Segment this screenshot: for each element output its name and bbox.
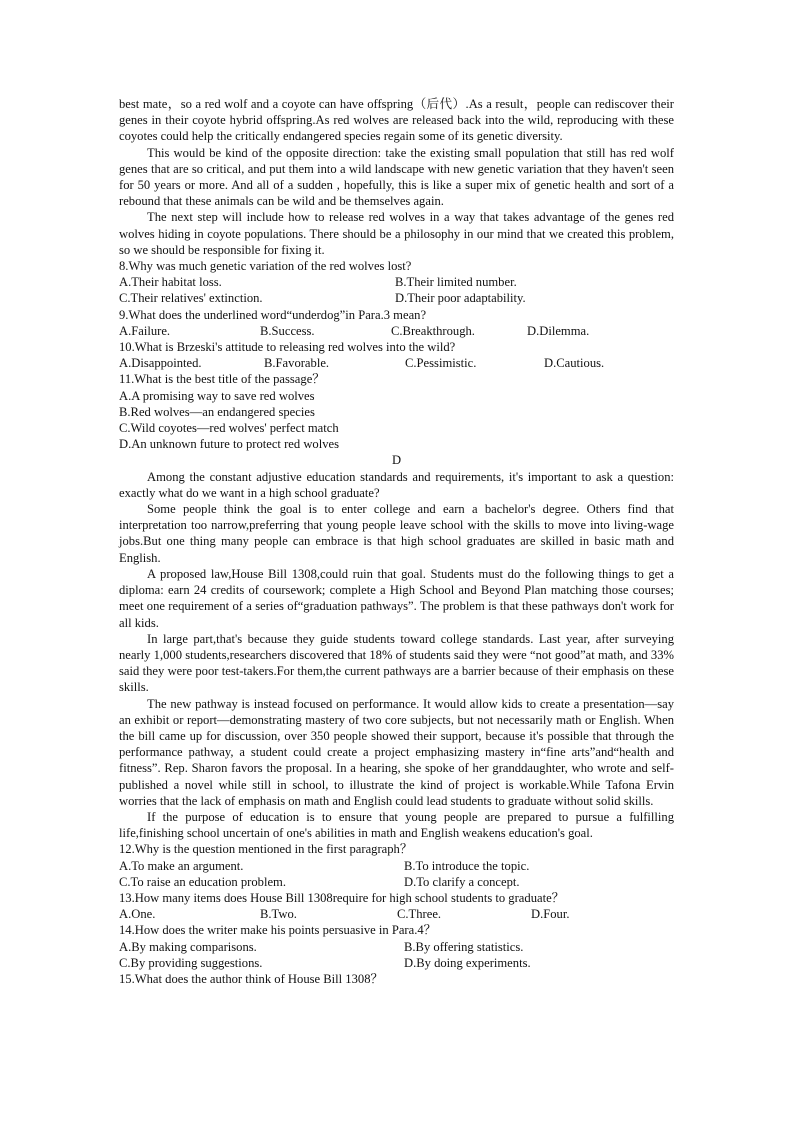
passage-d-paragraph-2: Some people think the goal is to enter college and earn a bachelor's degree. Others find that interpretation too narrow,preferring that young people leave school with the skills to move into living-wage jobs.But one thing many people can embrace is that high school graduates are skilled in basic math and English. (119, 502, 674, 565)
option-c: C.By providing suggestions. (119, 955, 263, 970)
passage-c-paragraph-1: best mate，so a red wolf and a coyote can have offspring（后代）.As a result，people can rediscover their genes in their coyote hybrid offspring.As red wolves are released back into the wild, reproducing with these coyotes could help the critically endangered species regain some of its genetic diversity. (119, 97, 674, 144)
options-row (119, 939, 674, 955)
option-d: D.Cautious. (544, 356, 605, 371)
question-14 (119, 922, 674, 971)
exam-page (119, 96, 674, 987)
options-row (119, 955, 674, 971)
passage-c-paragraph-2: This would be kind of the opposite direction: take the existing small population that still has red wolf genes that are so critical, and put them into a wild landscape with new genetic variation that they haven't seen for 50 years or more. And all of a sudden , hopefully, this is like a super mix of genetic health and sort of a rebound that these animals can be wild and be themselves again. (119, 145, 674, 209)
option-d: D.An unknown future to protect red wolves (119, 437, 339, 452)
question-stem: 12.Why is the question mentioned in the first paragraph？ (119, 842, 413, 857)
question-9 (119, 307, 674, 339)
question-stem: 10.What is Brzeski's attitude to releasing red wolves into the wild? (119, 340, 456, 355)
question-stem: 9.What does the underlined word“underdog”in Para.3 mean? (119, 307, 427, 322)
options-row (119, 906, 674, 922)
option-a: A.One. (119, 907, 156, 922)
option-b: B.By offering statistics. (404, 939, 524, 954)
passage-d-paragraph-6: If the purpose of education is to ensure that young people are prepared to pursue a fulfilling life,finishing school uncertain of one's abilities in math and English weakens education's goal. (119, 809, 674, 841)
question-15 (119, 971, 674, 987)
passage-c-paragraph-3: The next step will include how to release red wolves in a way that takes advantage of the genes red wolves hiding in coyote populations. There should be a philosophy in our mind that we created this problem, so we should be responsible for fixing it. (119, 210, 674, 257)
option-d: D.Their poor adaptability. (395, 291, 526, 306)
option-c: C.Their relatives' extinction. (119, 291, 263, 306)
options-row (119, 858, 674, 874)
passage-d-paragraph-1: Among the constant adjustive education standards and requirements, it's important to ask a question: exactly what do we want in a high school graduate? (119, 469, 674, 500)
options-row (119, 355, 674, 371)
option-d: D.By doing experiments. (404, 955, 531, 970)
options-row (119, 274, 674, 290)
option-a: A.Their habitat loss. (119, 275, 222, 290)
question-12 (119, 841, 674, 890)
question-stem: 13.How many items does House Bill 1308require for high school students to graduate？ (119, 890, 565, 905)
question-stem: 11.What is the best title of the passage？ (119, 372, 325, 387)
options-row (119, 290, 674, 306)
option-b: B.To introduce the topic. (404, 858, 530, 873)
option-c: C.To raise an education problem. (119, 874, 286, 889)
option-c: C.Three. (397, 907, 442, 922)
option-b: B.Favorable. (264, 356, 330, 371)
option-d: D.To clarify a concept. (404, 874, 520, 889)
option-a: A.Disappointed. (119, 356, 202, 371)
option-b: B.Success. (260, 323, 315, 338)
option-c: C.Breakthrough. (391, 323, 475, 338)
option-a: A.To make an argument. (119, 858, 244, 873)
option-d: D.Dilemma. (527, 323, 590, 338)
options-row (119, 874, 674, 890)
option-a: A.By making comparisons. (119, 939, 257, 954)
question-8 (119, 258, 674, 307)
section-letter: D (391, 453, 402, 468)
question-11 (119, 371, 674, 452)
option-c: C.Pessimistic. (405, 356, 477, 371)
option-a: A.A promising way to save red wolves (119, 388, 315, 403)
question-10 (119, 339, 674, 371)
question-stem: 8.Why was much genetic variation of the red wolves lost? (119, 259, 412, 274)
question-stem: 14.How does the writer make his points persuasive in Para.4？ (119, 923, 437, 938)
option-d: D.Four. (531, 907, 570, 922)
question-stem: 15.What does the author think of House Bill 1308？ (119, 971, 384, 986)
passage-d-paragraph-5: The new pathway is instead focused on performance. It would allow kids to create a presentation—say an exhibit or report—demonstrating mastery of two core subjects, but not necessarily math or English. When the bill came up for discussion, over 350 people showed their support, because it's possible that through the performance pathway, a student could create a project emphasizing mastery in“fine arts”and“health and fitness”. Rep. Sharon favors the proposal. In a hearing, she spoke of her granddaughter, who wrote and self-published a novel while still in school, to illustrate the kind of project is workable.While Tafona Ervin worries that the lack of emphasis on math and English could lead students to graduate without solid skills. (119, 696, 674, 808)
option-b: B.Red wolves—an endangered species (119, 404, 315, 419)
option-b: B.Their limited number. (395, 275, 517, 290)
question-13 (119, 890, 674, 922)
option-c: C.Wild coyotes—red wolves' perfect match (119, 421, 339, 436)
option-a: A.Failure. (119, 323, 171, 338)
options-row (119, 323, 674, 339)
passage-d-paragraph-4: In large part,that's because they guide students toward college standards. Last year, after surveying nearly 1,000 students,researchers discovered that 18% of students said they were “not good”at math, and 33% said they were poor test-takers.For them,the current pathways are a barrier because of their emphasis on these skills. (119, 631, 674, 695)
passage-d-paragraph-3: A proposed law,House Bill 1308,could ruin that goal. Students must do the following things to get a diploma: earn 24 credits of coursework; complete a High School and Beyond Plan matching those courses; meet one requirement of a series of“graduation pathways”. The problem is that these pathways don't work for all kids. (119, 566, 674, 630)
option-b: B.Two. (260, 907, 297, 922)
